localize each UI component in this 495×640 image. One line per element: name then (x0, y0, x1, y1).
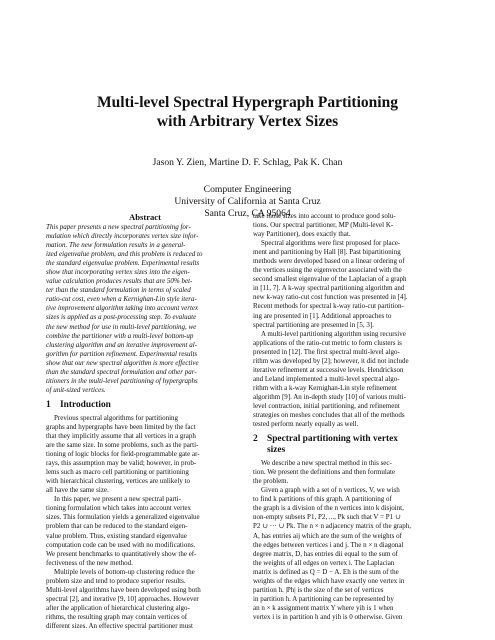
text-line: algorithm [9]. An in-depth study [10] of various multi- (253, 392, 407, 401)
text-line: ized eigenvalue problem, and this problem is reduced to (46, 250, 203, 259)
text-line: computation code can be used with no modifications. (46, 540, 196, 549)
text-line: methods were developed based on a linear ordering of (253, 257, 405, 266)
right-paragraph-3 (253, 330, 451, 430)
text-line: strategies on meshes concludes that all of the methods (253, 411, 405, 420)
intro-paragraph-3 (46, 568, 244, 631)
text-line: matrix is defined as Q = D − A. Eh is the sum of the (253, 567, 399, 576)
text-line: rithm with a k-way Kernighan-Lin style refinement (253, 383, 397, 392)
text-line: rithm was developed by [2]; however, it did not include (253, 356, 409, 365)
abstract-body (46, 223, 244, 395)
text-line: level contraction, initial partitioning, and refinement (253, 401, 400, 410)
text-line: the new method for use in multi-level partitioning, we (46, 322, 197, 331)
text-line: of unit-sized vertices. (46, 385, 106, 394)
text-line: applications of the ratio-cut metric to form clusters is (253, 338, 402, 347)
intro-paragraph-1 (46, 414, 244, 495)
text-line: show that incorporating vertex sizes into the eigen- (46, 268, 190, 277)
author-list: Jason Y. Zien, Martine D. F. Schlag, Pak K. Chan (152, 157, 343, 168)
section-number: 2 (253, 434, 258, 445)
text-line: take those sizes into account to produce good solu- (253, 212, 396, 220)
text-line: mulation which directly incorporates vertex size infor- (46, 232, 199, 241)
text-line: all have the same size. (46, 486, 109, 495)
text-line: in partition h. A partitioning can be represented by (253, 594, 394, 603)
text-line: fectiveness of the new method. (46, 558, 133, 567)
text-line: than the standard spectral formulation and other par- (46, 367, 197, 376)
text-line: In this paper, we present a new spectral parti- (54, 495, 182, 504)
text-line: This paper presents a new spectral partitioning for- (46, 223, 191, 231)
section-number: 1 (46, 399, 51, 410)
affiliation-line: University of California at Santa Cruz (174, 196, 321, 207)
title-line: Multi-level Spectral Hypergraph Partitioning (97, 94, 398, 111)
text-line: Given a graph with a set of n vertices, V, we wish (261, 486, 400, 495)
section-title-line: sizes (267, 445, 286, 456)
text-line: in [11, 7]. A k-way spectral partitioning algorithm and (253, 284, 405, 293)
text-line: rithms, the resulting graph may contain vertices of (46, 612, 188, 621)
text-line: the edges between vertices i and j. The n × n diagonal (253, 540, 404, 549)
text-line: are the same size. In some problems, such as the parti- (46, 441, 199, 450)
text-line: value problem. Thus, existing standard eigenvalue (46, 531, 187, 540)
section-heading-spectral (253, 434, 451, 456)
text-line: an n × k assignment matrix Y where yih is 1 when (253, 603, 394, 612)
text-line: We present benchmarks to quantitatively show the ef- (46, 549, 197, 558)
text-line: way Partitioner), does exactly that. (253, 230, 351, 239)
text-line: degree matrix, D, has entries dii equal to the sum of (253, 549, 399, 558)
text-line: A multi-level partitioning algorithm using recursive (261, 329, 406, 338)
text-line: rays, this assumption may be valid; however, in prob- (46, 459, 197, 468)
text-line: vertex i is in partition h and yih is 0 otherwise. Given (253, 612, 403, 621)
text-line: the problem. (253, 477, 289, 486)
text-line: Recent methods for spectral k-way ratio-cut partition- (253, 302, 404, 311)
text-line: spectral [2], and iterative [9, 10] approaches. However (46, 594, 199, 603)
text-line: Multi-level algorithms have been developed using both (46, 585, 201, 594)
text-line: tions. Our spectral partitioner, MP (Multi-level K- (253, 221, 394, 230)
text-line: We describe a new spectral method in this sec- (261, 459, 392, 468)
text-line: tested perform nearly equally as well. (253, 420, 359, 429)
text-line: second smallest eigenvalue of the Laplacian of a graph (253, 275, 407, 284)
affiliation-line: Santa Cruz, CA 95064 (204, 208, 291, 219)
text-line: tive improvement algorithm taking into account vertex (46, 304, 199, 313)
text-line: P2 ∪ ··· ∪ Pk. The n × n adjacency matrix of the graph, (253, 522, 412, 531)
text-line: ratio-cut cost, even when a Kernighan-Lin style itera- (46, 295, 197, 304)
text-line: spectral partitioning are presented in [5, 3]. (253, 320, 374, 329)
text-line: non-empty subsets P1, P2, ..., Pk such that V = P1 ∪ (253, 513, 401, 522)
section-title-line: Spectral partitioning with vertex (267, 434, 398, 445)
text-line: Spectral algorithms were first proposed for place- (261, 239, 401, 248)
text-line: different sizes. An effective spectral partitioner must (46, 621, 193, 630)
text-line: sizes. This formulation yields a generalized eigenvalue (46, 513, 200, 522)
affiliation-line: Computer Engineering (203, 184, 292, 195)
paper-title (0, 93, 495, 131)
text-line: sizes is applied as a post-processing step. To evaluate (46, 313, 197, 322)
text-line: gorithm for partition refinement. Experimental results (46, 349, 198, 358)
text-line: weights of the edges which have exactly one vertex in (253, 576, 405, 585)
text-line: lems such as macro cell partitioning or partitioning (46, 468, 189, 477)
text-line: partition h. |Ph| is the size of the set of vertices (253, 585, 384, 594)
right-column (253, 212, 451, 622)
text-line: the vertices using the eigenvector associated with the (253, 266, 402, 275)
abstract-heading: Abstract (129, 212, 161, 222)
text-line: graphs and hypergraphs have been limited by the fact (46, 422, 196, 431)
text-line: the graph is a division of the n vertices into k disjoint, (253, 504, 404, 513)
intro-paragraph-2 (46, 495, 244, 567)
text-line: and Leland implemented a multi-level spectral algo- (253, 374, 400, 383)
section2-paragraph-2 (253, 486, 451, 622)
text-line: combine the partitioner with a multi-level bottom-up (46, 331, 194, 340)
text-line: the standard eigenvalue problem. Experimental results (46, 259, 200, 268)
text-line: new k-way ratio-cut cost function was presented in [4]. (253, 293, 408, 302)
section-title: Introduction (60, 399, 111, 410)
text-line: that they implicitly assume that all vertices in a graph (46, 431, 196, 440)
text-line: problem that can be reduced to the standard eigen- (46, 522, 188, 531)
section2-paragraph-1 (253, 459, 451, 486)
text-line: tion. We present the definitions and then formulate (253, 468, 395, 477)
right-paragraph-2 (253, 239, 451, 329)
text-line: presented in [12]. The first spectral multi-level algo- (253, 347, 400, 356)
text-line: mation. The new formulation results in a general- (46, 241, 186, 250)
text-line: the weights of all edges on vertex i. The Laplacian (253, 558, 395, 567)
text-line: with hierarchical clustering, vertices are unlikely to (46, 477, 191, 486)
text-line: iterative refinement at successive levels. Hendrickson (253, 365, 404, 374)
text-line: value calculation produces results that are 50% bet- (46, 277, 193, 286)
text-line: ter than the standard formulation in terms of scaled (46, 286, 191, 295)
text-line: to find k partitions of this graph. A partitioning of (253, 495, 392, 504)
text-line: after the application of hierarchical clustering algo- (46, 603, 190, 612)
text-line: tioning formulation which takes into account vertex (46, 504, 192, 513)
section-heading-introduction (46, 400, 244, 411)
text-line: problem size and tend to produce superior results. (46, 576, 186, 585)
text-line: Previous spectral algorithms for partitioning (54, 413, 179, 422)
text-line: A, has entries aij which are the sum of the weights of (253, 531, 402, 540)
text-line: ment and partitioning by Hall [8]. Past bipartitioning (253, 248, 401, 257)
text-line: ing are presented in [1]. Additional approaches to (253, 311, 392, 320)
right-paragraph-1 (253, 212, 451, 239)
left-column (46, 212, 244, 631)
text-line: titioners in the multi-level partitioning of hypergraphs (46, 376, 198, 385)
text-line: Multiple levels of bottom-up clustering reduce the (54, 567, 195, 576)
text-line: show that our new spectral algorithm is more effective (46, 358, 199, 367)
text-line: clustering algorithm and an iterative improvement al- (46, 340, 197, 349)
title-line: with Arbitrary Vertex Sizes (156, 113, 339, 130)
text-line: tioning of logic blocks for field-programmable gate ar- (46, 450, 200, 459)
